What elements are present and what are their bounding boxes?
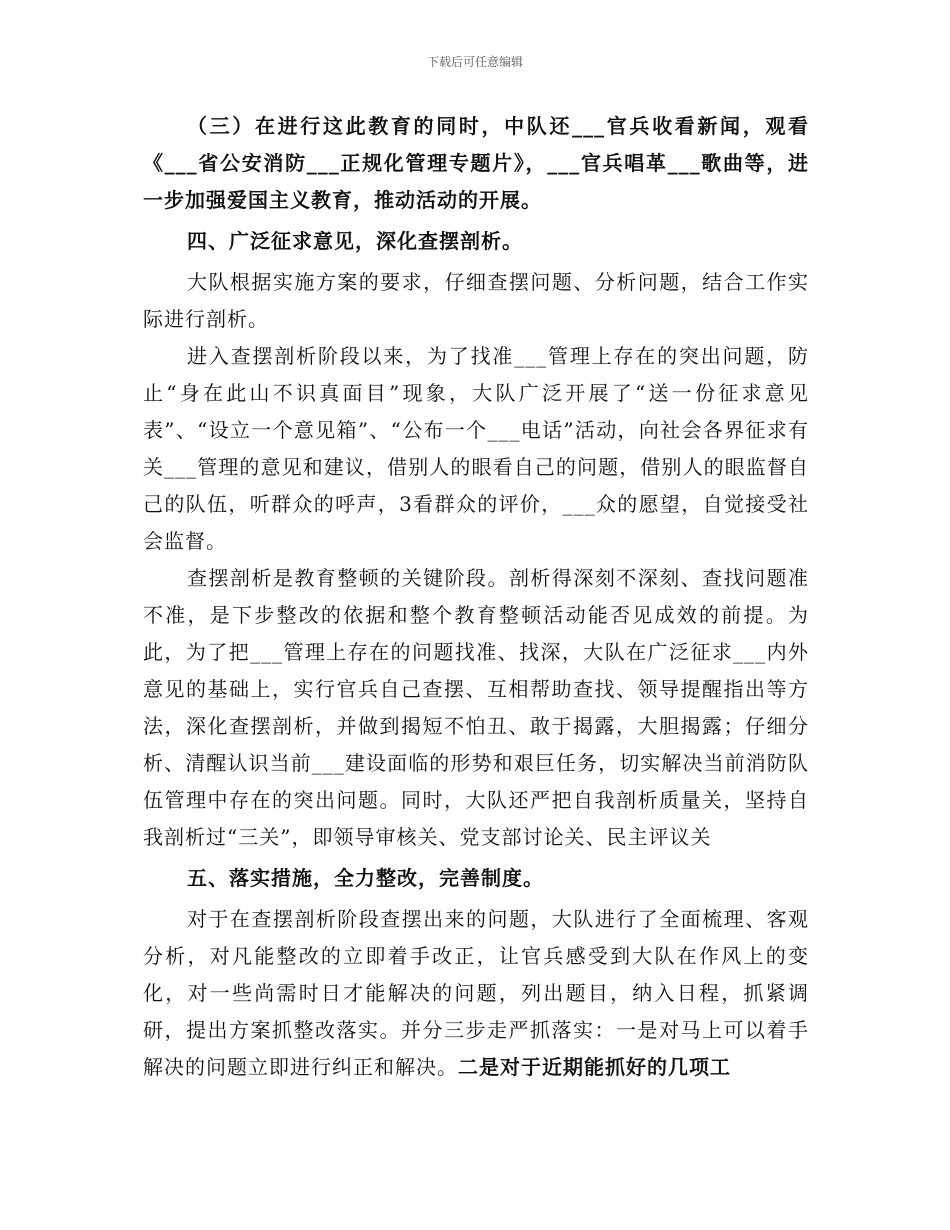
section-heading-4: 四、广泛征求意见，深化查摆剖析。 [187,229,523,253]
rectification-text: 对于在查摆剖析阶段查摆出来的问题，大队进行了全面梳理、客观分析，对凡能整改的立即着手改正，让官兵感受到大队在作风上的变化，对一些尚需时日才能解决的问题，列出题目，纳入日程，抓紧调研，提出方案抓整改落实。并分三步走严抓落实：一是对马上可以着手解决的问题立即进行纠正和解决。 [143,907,809,1079]
paragraph-rectification [143,901,809,1086]
page-header: 下载后可任意编辑 [426,55,523,69]
section-heading-5: 五、落实措施，全力整改，完善制度。 [187,866,544,890]
paragraph-soliciting-opinions: 进入查摆剖析阶段以来，为了找准___管理上存在的突出问题，防止“身在此山不识真面目”现象，大队广泛开展了“送一份征求意见表”、“设立一个意见箱”、“公布一个___电话”活动，向社会各界征求有关___管理的意见和建议，借别人的眼看自己的问题，借别人的眼监督自己的队伍，听群众的呼声，3看群众的评价，___众的愿望，自觉接受社会监督。 [143,344,809,553]
paragraph-implementation-plan: 大队根据实施方案的要求，仔细查摆问题、分析问题，结合工作实际进行剖析。 [143,270,809,331]
paragraph-self-analysis: 查摆剖析是教育整顿的关键阶段。剖析得深刻不深刻、查找问题准不准，是下步整改的依据和整个教育整顿活动能否见成效的前提。为此，为了把___管理上存在的问题找准、找深，大队在广泛征求___内外意见的基础上，实行官兵自己查摆、互相帮助查找、领导提醒指出等方法，深化查摆剖析，并做到揭短不怕丑、敢于揭露，大胆揭露；仔细分析、清醒认识当前___建设面临的形势和艰巨任务，切实解决当前消防队伍管理中存在的突出问题。同时，大队还严把自我剖析质量关，坚持自我剖析过“三关”，即领导审核关、党支部讨论关、民主评议关 [143,566,809,849]
rectification-bold-text: 二是对于近期能抓好的几项工 [458,1055,731,1079]
document-body [143,108,809,1086]
paragraph-education-activities: （三）在进行这此教育的同时，中队还___官兵收看新闻，观看《___省公安消防___正规化管理专题片》，___官兵唱革___歌曲等，进一步加强爱国主义教育，推动活动的开展。 [143,114,809,212]
